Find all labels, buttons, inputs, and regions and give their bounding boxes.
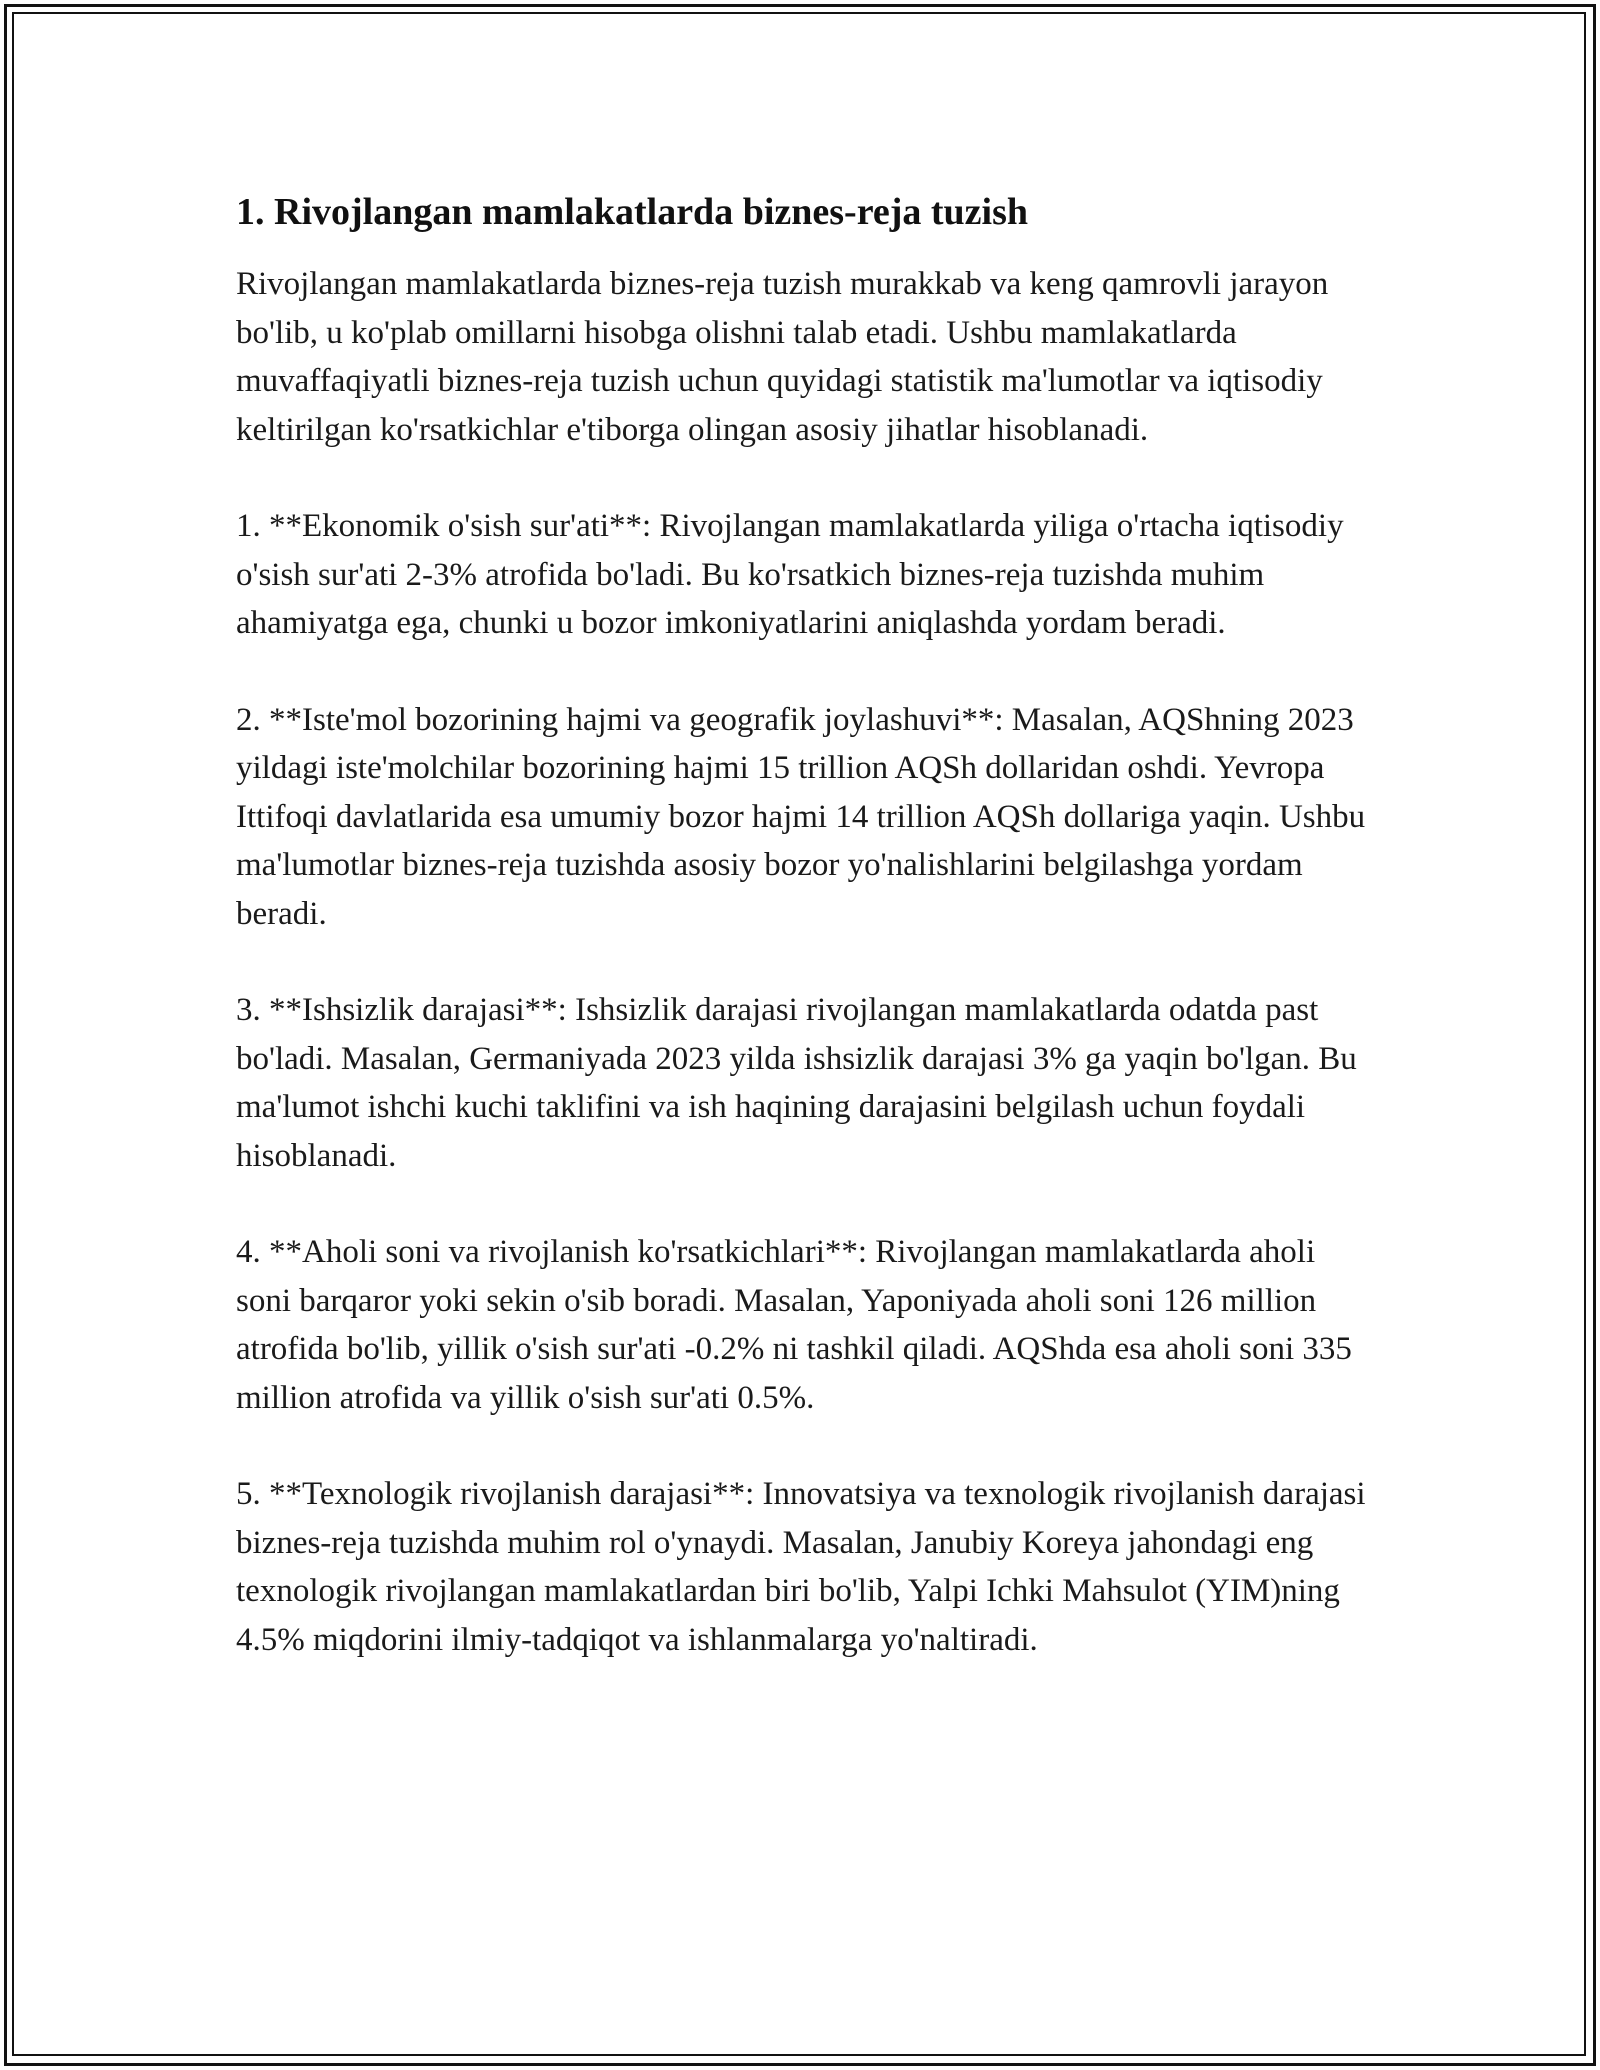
technology-paragraph: 5. **Texnologik rivojlanish darajasi**: Innovatsiya va texnologik rivojlanish darajasi biznes-reja tuzishda muhim rol o'ynaydi. Masalan, Janubiy Koreya jahondagi eng texnologik rivojlangan mamlakatlardan biri bo'lib, Yalpi Ichki Mahsulot (YIM)ning 4.5% miqdorini ilmiy-tadqiqot va ishlanmalarga yo'naltiradi. (236, 1476, 1366, 1658)
consumer-market-paragraph: 2. **Iste'mol bozorining hajmi va geografik joylashuvi**: Masalan, AQShning 2023 yildagi iste'molchilar bozorining hajmi 15 trillion AQSh dollaridan oshdi. Yevropa Ittifoqi davlatlarida esa umumiy bozor hajmi 14 trillion AQSh dollariga yaqin. Ushbu ma'lumotlar biznes-reja tuzishda asosiy bozor yo'nalishlarini belgilashga yordam beradi. (236, 701, 1366, 932)
unemployment-paragraph: 3. **Ishsizlik darajasi**: Ishsizlik darajasi rivojlangan mamlakatlarda odatda past bo'ladi. Masalan, Germaniyada 2023 yilda ishsizlik darajasi 3% ga yaqin bo'lgan. Bu ma'lumot ishchi kuchi taklifini va ish haqining darajasini belgilash uchun foydali hisoblanadi. (236, 992, 1357, 1174)
intro-paragraph: Rivojlangan mamlakatlarda biznes-reja tuzish murakkab va keng qamrovli jarayon bo'lib, u ko'plab omillarni hisobga olishni talab etadi. Ushbu mamlakatlarda muvaffaqiyatli biznes-reja tuzish uchun quyidagi statistik ma'lumotlar va iqtisodiy keltirilgan ko'rsatkichlar e'tiborga olingan asosiy jihatlar hisoblanadi. (236, 266, 1329, 448)
document-body (236, 188, 1376, 1712)
section-heading: 1. Rivojlangan mamlakatlarda biznes-reja tuzish (236, 191, 1029, 233)
population-paragraph: 4. **Aholi soni va rivojlanish ko'rsatkichlari**: Rivojlangan mamlakatlarda aholi soni barqaror yoki sekin o'sib boradi. Masalan, Yaponiyada aholi soni 126 million atrofida bo'lib, yillik o'sish sur'ati -0.2% ni tashkil qiladi. AQShda esa aholi soni 335 million atrofida va yillik o'sish sur'ati 0.5%. (236, 1234, 1352, 1416)
economic-growth-paragraph: 1. **Ekonomik o'sish sur'ati**: Rivojlangan mamlakatlarda yiliga o'rtacha iqtisodiy o'sish sur'ati 2-3% atrofida bo'ladi. Bu ko'rsatkich biznes-reja tuzishda muhim ahamiyatga ega, chunki u bozor imkoniyatlarini aniqlashda yordam beradi. (236, 508, 1344, 641)
